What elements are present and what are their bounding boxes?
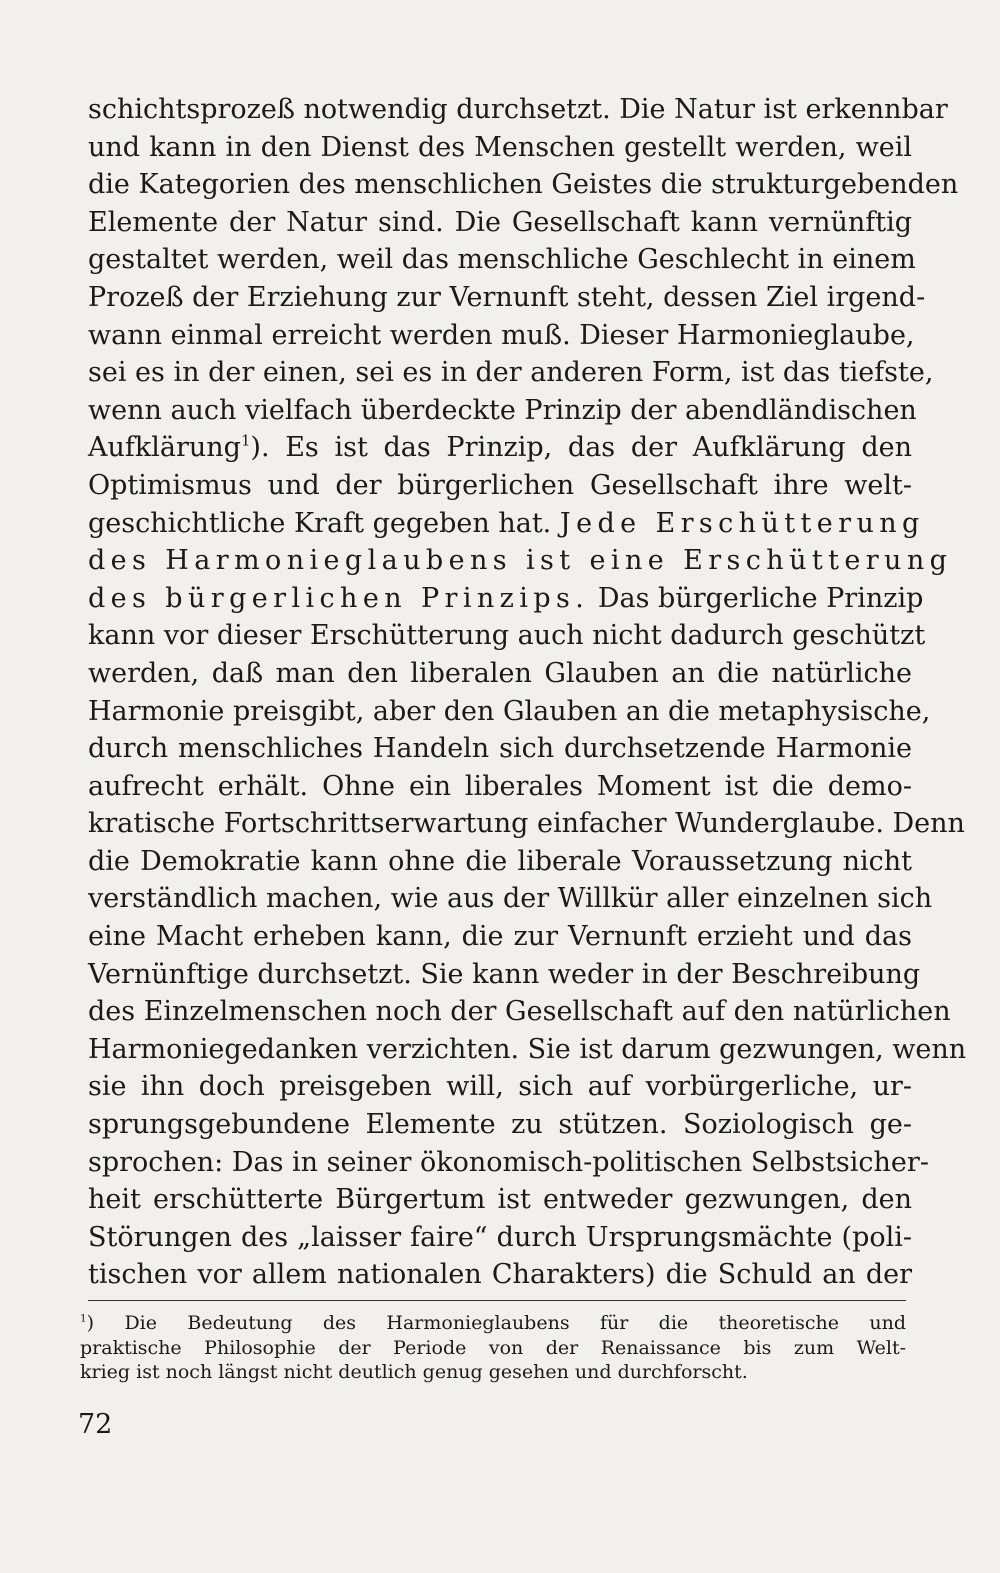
- spaced-emphasis: des bürgerlichen Prinzips.: [88, 582, 590, 614]
- footnote-line: praktische Philosophie der Periode von der Renaissance bis zum Welt-: [80, 1336, 906, 1359]
- spaced-emphasis: Jede Erschütterung: [559, 507, 925, 539]
- text-line: Vernünftige durchsetzt. Sie kann weder in der Beschreibung: [88, 958, 921, 990]
- text-fragment: ) Die Bedeutung des Harmonieglaubens für die theoretische und: [86, 1312, 906, 1334]
- text-line: Störungen des „laisser faire“ durch Ursprungsmächte (poli-: [88, 1221, 912, 1253]
- text-line: wann einmal erreicht werden muß. Dieser Harmonieglaube,: [88, 319, 915, 351]
- text-line: kratische Fortschrittserwartung einfacher Wunderglaube. Denn: [88, 808, 965, 840]
- text-line: des Einzelmenschen noch der Gesellschaft auf den natürlichen: [88, 996, 951, 1028]
- footnote-line: krieg ist noch längst nicht deutlich genug gesehen und durchforscht.: [80, 1361, 748, 1383]
- footnote-divider: [88, 1300, 906, 1301]
- text-line: schichtsprozeß notwendig durchsetzt. Die Natur ist erkennbar: [88, 94, 948, 125]
- text-line: gestaltet werden, weil das menschliche Geschlecht in einem: [88, 244, 916, 276]
- text-line: [88, 505, 925, 543]
- footnote-reference: 1: [240, 431, 251, 450]
- text-line: Elemente der Natur sind. Die Gesellschaft kann vernünftig: [88, 206, 912, 238]
- text-line: die Demokratie kann ohne die liberale Voraussetzung nicht: [88, 845, 912, 877]
- text-line: und kann in den Dienst des Menschen gestellt werden, weil: [88, 131, 912, 163]
- text-line: [88, 429, 912, 467]
- text-line: aufrecht erhält. Ohne ein liberales Moment ist die demo-: [88, 770, 912, 802]
- body-text: [88, 91, 967, 1294]
- footnote-marker: 1: [80, 1312, 87, 1325]
- text-line: werden, daß man den liberalen Glauben an die natürliche: [88, 657, 912, 689]
- text-line: Prozeß der Erziehung zur Vernunft steht, dessen Ziel irgend-: [88, 281, 926, 313]
- text-line: [88, 580, 924, 618]
- text-line: wenn auch vielfach überdeckte Prinzip der abendländischen: [88, 394, 917, 426]
- text-line: durch menschliches Handeln sich durchsetzende Harmonie: [88, 733, 912, 765]
- text-line: tischen vor allem nationalen Charakters) die Schuld an der: [88, 1259, 912, 1291]
- text-line: kann vor dieser Erschütterung auch nicht dadurch geschützt: [88, 620, 926, 652]
- text-fragment: ). Es ist das Prinzip, das der Aufklärung den: [250, 432, 912, 464]
- text-line: sie ihn doch preisgeben will, sich auf vorbürgerliche, ur-: [88, 1071, 912, 1103]
- text-line: sei es in der einen, sei es in der anderen Form, ist das tiefste,: [88, 357, 934, 389]
- footnote: [80, 1311, 906, 1385]
- text-line: Optimismus und der bürgerlichen Gesellschaft ihre welt-: [88, 469, 912, 501]
- footnote-line: [80, 1311, 906, 1336]
- text-line: sprungsgebundene Elemente zu stützen. Soziologisch ge-: [88, 1109, 912, 1141]
- text-fragment: geschichtliche Kraft gegeben hat.: [88, 507, 552, 539]
- text-line: Harmoniegedanken verzichten. Sie ist darum gezwungen, wenn: [88, 1033, 967, 1065]
- text-line: eine Macht erheben kann, die zur Vernunft erzieht und das: [88, 921, 912, 953]
- text-fragment: Das bürgerliche Prinzip: [597, 582, 924, 614]
- text-line: die Kategorien des menschlichen Geistes die strukturgebenden: [88, 169, 959, 201]
- spaced-emphasis-line: des Harmonieglaubens ist eine Erschütterung: [88, 545, 953, 577]
- text-fragment: Aufklärung: [88, 432, 241, 464]
- text-line: Harmonie preisgibt, aber den Glauben an die metaphysische,: [88, 695, 931, 727]
- text-line: heit erschütterte Bürgertum ist entweder gezwungen, den: [88, 1184, 912, 1216]
- text-line: sprochen: Das in seiner ökonomisch-politischen Selbstsicher-: [88, 1146, 929, 1178]
- text-line: verständlich machen, wie aus der Willkür aller einzelnen sich: [88, 883, 933, 915]
- page-number: 72: [78, 1409, 113, 1440]
